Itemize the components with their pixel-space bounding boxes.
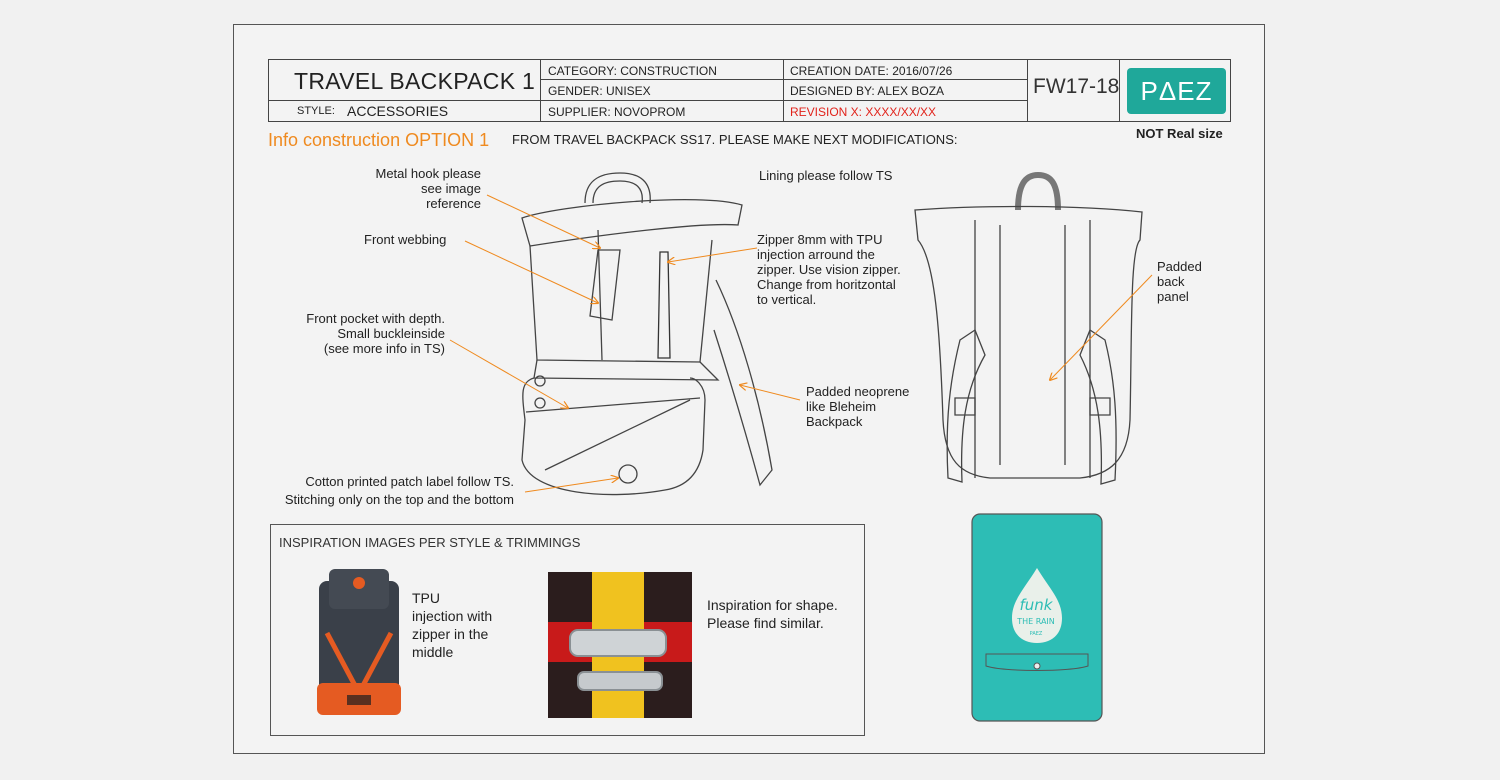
revision: REVISION X: XXXX/XX/XX [790,105,937,119]
note-cotton-label: Cotton printed patch label follow TS. Stitching only on the top and the bottom [284,474,514,507]
gender: GENDER: UNISEX [548,84,651,98]
patch-line1: funk [1019,596,1053,614]
note-front-webbing: Front webbing [364,232,447,247]
callout-arrows [450,195,1152,492]
season-code: FW17-18 [1033,75,1120,98]
tpu-text: TPU injection with zipper in the middle [412,590,493,660]
shape-text: Inspiration for shape. Please find similar. [707,597,838,631]
patch-label-drawing [972,514,1102,721]
creation-date: CREATION DATE: 2016/07/26 [790,64,953,78]
patch-line3: PAEZ [1029,631,1043,637]
note-padded-neoprene: Padded neoprene like Bleheim Backpack [806,384,910,429]
tpu-backpack-image [299,563,419,723]
not-real-size: NOT Real size [1136,126,1223,141]
note-front-pocket: Front pocket with depth. Small buckleinside (see more info in TS) [306,311,445,356]
designed-by: DESIGNED BY: ALEX BOZA [790,84,945,98]
supplier: SUPPLIER: NOVOPROM [548,105,686,119]
category: CATEGORY: CONSTRUCTION [548,64,717,78]
section-title: Info construction OPTION 1 [268,130,490,150]
inspiration-box [270,524,865,736]
patch-line2: THE RAIN [1017,617,1055,626]
front-backpack-drawing [522,173,772,495]
brand-logo: PΔEZ [1127,68,1226,114]
note-lining: Lining please follow TS [759,168,893,183]
style-value: ACCESSORIES [347,103,449,119]
style-title: TRAVEL BACKPACK 1 [294,68,536,94]
back-backpack-drawing [915,175,1142,484]
note-padded-back: Padded back panel [1157,259,1202,304]
style-label: STYLE: [297,105,335,117]
instruction: FROM TRAVEL BACKPACK SS17. PLEASE MAKE NEXT MODIFICATIONS: [512,132,958,147]
buckle-image [548,572,692,718]
note-metal-hook: Metal hook please see image reference [375,166,481,211]
inspiration-title: INSPIRATION IMAGES PER STYLE & TRIMMINGS [279,535,581,550]
note-zipper: Zipper 8mm with TPU injection arround the zipper. Use vision zipper. Change from horitzontal to vertical. [757,232,901,307]
